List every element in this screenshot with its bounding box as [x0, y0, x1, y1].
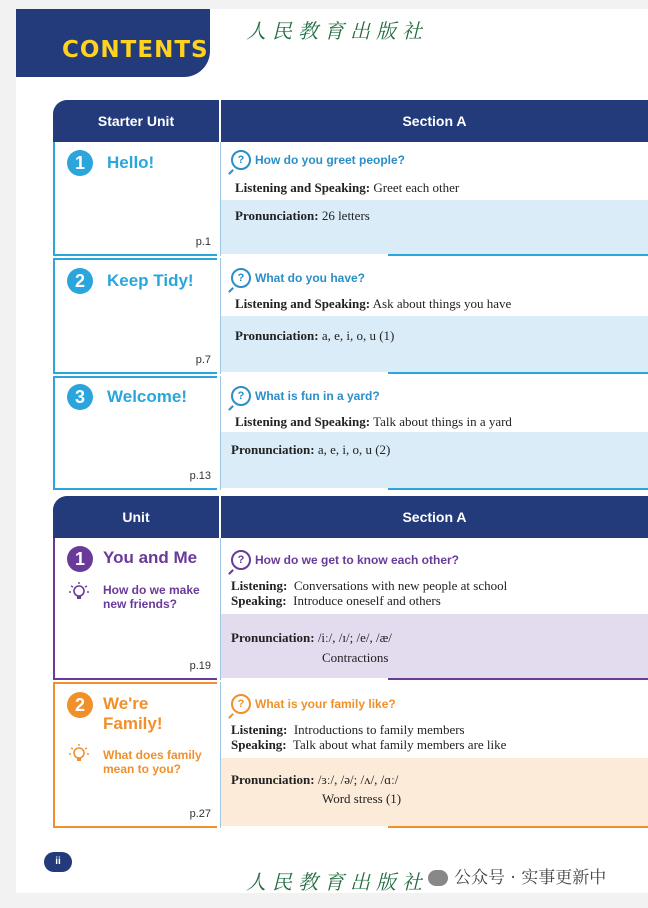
question-bubble-icon: ? — [231, 150, 251, 170]
table-row-starter-1[interactable] — [53, 142, 648, 256]
listening-line: Listening: Introductions to family members — [231, 722, 465, 737]
skill-line: Listening and Speaking: Ask about things you have — [235, 296, 512, 311]
question-text: What is fun in a yard? — [255, 389, 380, 403]
unit-table-header — [53, 496, 648, 538]
pronunciation-line: Pronunciation: a, e, i, o, u (2) — [231, 442, 391, 457]
pronunciation-box — [221, 614, 648, 678]
unit-title: Keep Tidy! — [107, 271, 194, 290]
column-header-starter-unit: Starter Unit — [97, 113, 175, 129]
unit-number-badge: 3 — [67, 384, 93, 410]
pronunciation-extra: Word stress (1) — [322, 791, 402, 806]
unit-table — [53, 496, 648, 828]
pronunciation-line: Pronunciation: 26 letters — [235, 208, 370, 223]
publisher-logo-bottom: 人民教育出版社 — [246, 870, 428, 894]
unit-cell — [53, 258, 217, 374]
starter-table-header — [53, 100, 648, 142]
pronunciation-box — [221, 316, 648, 372]
question-line — [231, 268, 365, 288]
unit-title: Hello! — [107, 153, 155, 172]
speaking-line: Speaking: Talk about what family members are like — [231, 737, 507, 752]
pronunciation-box — [221, 200, 648, 254]
skill-line: Listening and Speaking: Talk about things in a yard — [235, 414, 512, 429]
unit-title: We're Family! — [103, 694, 163, 733]
page-number: p.1 — [195, 236, 211, 248]
big-question: What does family mean to you? — [103, 748, 202, 776]
question-line — [231, 694, 396, 714]
unit-title: Welcome! — [107, 387, 187, 406]
column-header-unit: Unit — [122, 509, 150, 525]
unit-number-badge: 2 — [67, 692, 93, 718]
unit-cell — [53, 538, 217, 680]
unit-cell — [53, 376, 217, 490]
question-line — [231, 550, 459, 570]
pronunciation-line: Pronunciation: a, e, i, o, u (1) — [235, 328, 395, 343]
unit-cell — [53, 142, 217, 256]
contents-title: CONTENTS — [62, 37, 209, 63]
page-number: p.13 — [189, 470, 211, 482]
table-row-unit-1[interactable] — [53, 538, 648, 680]
wechat-icon — [428, 870, 448, 886]
column-header-section-a: Section A — [402, 113, 467, 129]
question-bubble-icon: ? — [231, 268, 251, 288]
table-row-starter-3[interactable] — [53, 376, 648, 490]
question-text: How do we get to know each other? — [255, 553, 460, 567]
question-text: What do you have? — [255, 271, 366, 285]
question-text: How do you greet people? — [255, 153, 406, 167]
unit-title: You and Me — [103, 548, 198, 567]
unit-number-badge: 1 — [67, 150, 93, 176]
question-bubble-icon: ? — [231, 386, 251, 406]
pronunciation-line: Pronunciation: /ɜː/, /ə/; /ʌ/, /ɑː/ — [231, 772, 399, 787]
contents-banner — [16, 9, 210, 77]
publisher-logo-top: 人民教育出版社 — [246, 19, 428, 43]
contents-page — [16, 9, 648, 893]
pronunciation-line: Pronunciation: /iː/, /ɪ/; /e/, /æ/ — [231, 630, 392, 645]
table-row-starter-2[interactable] — [53, 258, 648, 374]
question-bubble-icon: ? — [231, 694, 251, 714]
question-bubble-icon: ? — [231, 550, 251, 570]
lightbulb-icon — [69, 744, 89, 764]
section-a-cell — [220, 258, 648, 374]
section-a-cell — [220, 682, 648, 828]
speaking-line: Speaking: Introduce oneself and others — [231, 593, 441, 608]
page-number: p.7 — [195, 354, 211, 366]
unit-cell — [53, 682, 217, 828]
listening-line: Listening: Conversations with new people at school — [231, 578, 508, 593]
unit-number-badge: 1 — [67, 546, 93, 572]
page-number: p.27 — [189, 808, 211, 820]
big-question: How do we make new friends? — [103, 583, 200, 611]
starter-unit-table — [53, 100, 648, 490]
section-a-cell — [220, 538, 648, 680]
section-a-cell — [220, 142, 648, 256]
question-line — [231, 386, 380, 406]
table-row-unit-2[interactable] — [53, 682, 648, 828]
question-line — [231, 150, 405, 170]
lightbulb-icon — [69, 582, 89, 602]
unit-number-badge: 2 — [67, 268, 93, 294]
question-text: What is your family like? — [255, 697, 396, 711]
page-number-badge: ii — [44, 852, 72, 872]
pronunciation-extra: Contractions — [322, 650, 389, 665]
pronunciation-box — [221, 758, 648, 826]
wechat-watermark: 公众号 · 实事更新中 — [428, 863, 606, 888]
section-a-cell — [220, 376, 648, 490]
page-number: p.19 — [189, 660, 211, 672]
column-header-section-a: Section A — [402, 509, 467, 525]
skill-line: Listening and Speaking: Greet each other — [235, 180, 460, 195]
pronunciation-box — [221, 432, 648, 488]
